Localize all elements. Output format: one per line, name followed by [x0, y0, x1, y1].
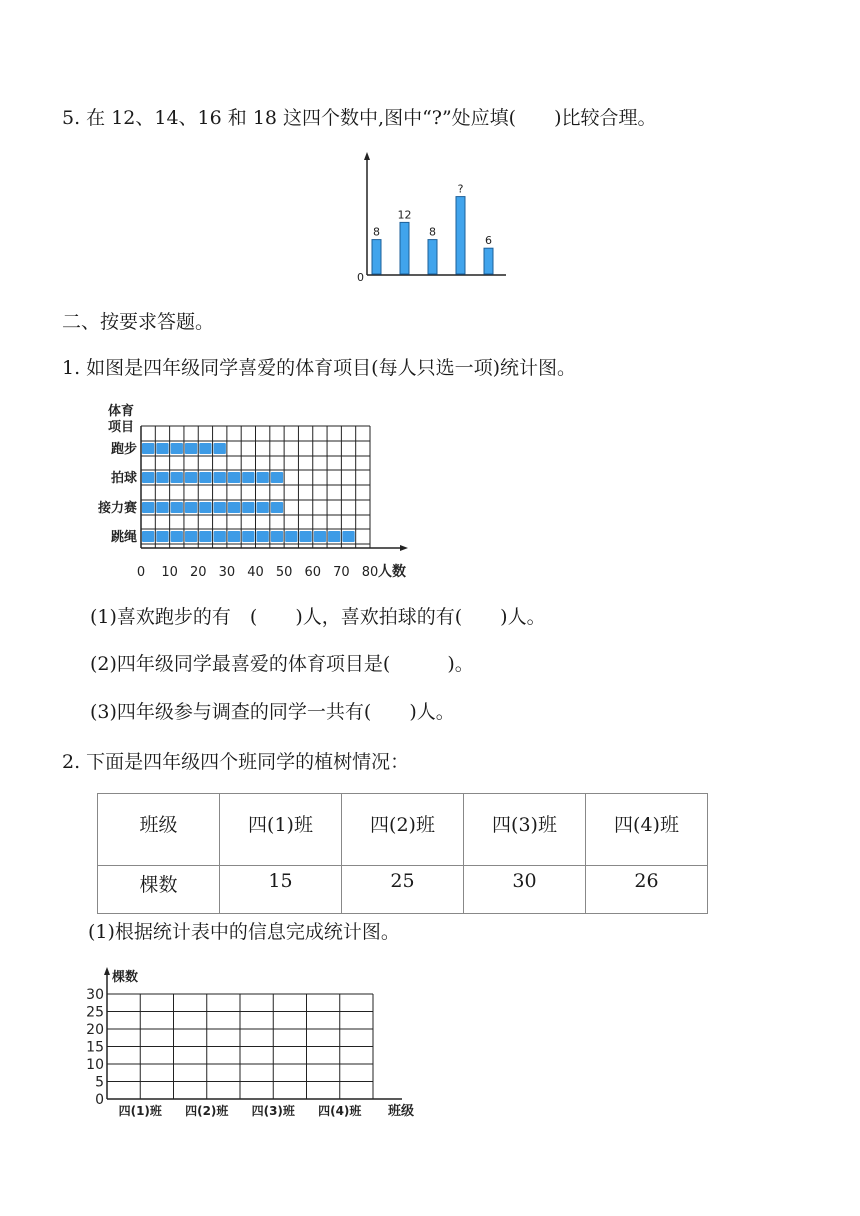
- q5-bar: [428, 240, 437, 274]
- sports-bar-cell: [156, 443, 168, 454]
- sports-category-label: 拍球: [110, 471, 137, 486]
- sports-bar-cell: [214, 443, 226, 454]
- q5-bar: [372, 240, 381, 274]
- q5-data-label: 6: [485, 234, 492, 248]
- sports-bar-cell: [257, 531, 269, 542]
- trees-y-tick-label: 5: [95, 1074, 104, 1091]
- sports-x-tick-label: 70: [333, 565, 350, 580]
- q5-data-label: 12: [397, 208, 412, 222]
- sports-bar-cell: [142, 472, 154, 483]
- q2-2-sub1: (1)根据统计表中的信息完成统计图。: [88, 921, 400, 943]
- sports-bar-cell: [171, 531, 183, 542]
- sports-bar-cell: [171, 502, 183, 513]
- q5-data-label: 8: [373, 225, 380, 239]
- table-row-header: [98, 794, 708, 866]
- q2-1-sub3: (3)四年级参与调查的同学一共有( )人。: [90, 701, 455, 723]
- trees-category-label: 四(1)班: [118, 1104, 162, 1118]
- sports-bar-chart: [80, 398, 420, 588]
- sports-bar-cell: [299, 531, 311, 542]
- q5-bar: [484, 248, 493, 274]
- q5-data-label: 8: [429, 225, 436, 239]
- trees-y-tick-label: 30: [86, 987, 104, 1003]
- sports-y-label-line1: 体育: [108, 404, 135, 419]
- sports-bar-cell: [185, 531, 197, 542]
- trees-blank-chart: [80, 963, 440, 1123]
- sports-category-label: 跑步: [110, 442, 137, 457]
- trees-y-tick-label: 20: [86, 1022, 104, 1038]
- trees-category-label: 四(4)班: [318, 1104, 362, 1118]
- sports-x-tick-label: 30: [218, 565, 236, 580]
- table-header-cell: 四(1)班: [220, 794, 342, 866]
- table-header-cell: 四(2)班: [342, 794, 464, 866]
- sports-x-label: 人数: [378, 564, 406, 580]
- sports-bar-cell: [185, 472, 197, 483]
- sports-bar-cell: [199, 472, 211, 483]
- trees-y-label: 棵数: [112, 970, 139, 985]
- sports-bar-cell: [156, 531, 168, 542]
- sports-bar-cell: [314, 531, 326, 542]
- sports-bar-cell: [142, 502, 154, 513]
- q5-bar: [456, 197, 465, 274]
- sports-category-label: 接力赛: [97, 501, 137, 516]
- sports-bar-cell: [257, 472, 269, 483]
- section-2-title: 二、按要求答题。: [62, 311, 215, 333]
- table-cell: 26: [586, 866, 708, 914]
- sports-category-label: 跳绳: [110, 530, 137, 545]
- sports-bar-cell: [328, 531, 340, 542]
- sports-bar-cell: [242, 472, 254, 483]
- sports-x-tick-label: 0: [136, 565, 146, 580]
- table-row-data: [98, 866, 708, 914]
- sports-bar-cell: [214, 531, 226, 542]
- sports-bar-cell: [228, 502, 240, 513]
- q5-y-arrow: [364, 152, 370, 160]
- trees-y-tick-label: 15: [86, 1039, 104, 1056]
- trees-y-tick-label: 25: [86, 1004, 104, 1021]
- sports-bar-cell: [199, 443, 211, 454]
- sports-bar-cell: [171, 443, 183, 454]
- trees-category-label: 四(3)班: [251, 1104, 295, 1118]
- sports-bar-cell: [271, 531, 283, 542]
- q2-1-sub1: (1)喜欢跑步的有 ( )人，喜欢拍球的有( )人。: [90, 606, 546, 628]
- sports-bar-cell: [285, 531, 297, 542]
- sports-bar-cell: [171, 472, 183, 483]
- q5-origin-label: 0: [357, 271, 364, 284]
- question-2-2: 2. 下面是四年级四个班同学的植树情况：: [62, 751, 410, 773]
- sports-x-tick-label: 10: [161, 565, 178, 580]
- sports-bar-cell: [214, 472, 226, 483]
- sports-bar-cell: [156, 472, 168, 483]
- trees-y-tick-label: 10: [86, 1057, 104, 1073]
- q5-data-label: ?: [457, 182, 464, 196]
- sports-y-label-line2: 项目: [108, 420, 135, 435]
- sports-bar-cell: [199, 531, 211, 542]
- trees-x-label: 班级: [388, 1104, 415, 1119]
- sports-x-tick-label: 20: [189, 565, 207, 580]
- q2-1-sub2: (2)四年级同学最喜爱的体育项目是( )。: [90, 653, 474, 675]
- sports-bar-cell: [156, 502, 168, 513]
- sports-bar-cell: [185, 443, 197, 454]
- table-cell: 25: [342, 866, 464, 914]
- table-header-cell: 班级: [98, 794, 220, 866]
- table-header-cell: 四(4)班: [586, 794, 708, 866]
- sports-x-arrow: [400, 545, 408, 551]
- question-5: 5. 在 12、14、16 和 18 这四个数中,图中“?”处应填( )比较合理。: [62, 107, 657, 129]
- question-2-1: 1. 如图是四年级同学喜爱的体育项目(每人只选一项)统计图。: [62, 357, 576, 379]
- sports-bar-cell: [142, 443, 154, 454]
- tree-table: [97, 793, 708, 914]
- sports-bar-cell: [242, 531, 254, 542]
- trees-category-label: 四(2)班: [185, 1104, 229, 1118]
- sports-bar-cell: [271, 472, 283, 483]
- q5-bar: [400, 222, 409, 274]
- sports-bar-cell: [142, 531, 154, 542]
- sports-x-tick-label: 40: [247, 565, 264, 580]
- sports-x-tick-label: 60: [304, 565, 322, 580]
- table-cell: 30: [464, 866, 586, 914]
- table-cell: 棵数: [98, 866, 220, 914]
- sports-bar-cell: [257, 502, 269, 513]
- sports-x-tick-label: 80: [361, 565, 379, 580]
- table-header-cell: 四(3)班: [464, 794, 586, 866]
- sports-x-tick-label: 50: [275, 565, 293, 580]
- sports-bar-cell: [185, 502, 197, 513]
- table-cell: 15: [220, 866, 342, 914]
- sports-bar-cell: [228, 531, 240, 542]
- sports-bar-cell: [242, 502, 254, 513]
- sports-bar-cell: [199, 502, 211, 513]
- q5-bar-chart: [340, 150, 520, 290]
- trees-y-arrow: [104, 967, 110, 975]
- sports-bar-cell: [228, 472, 240, 483]
- trees-y-tick-label: 0: [95, 1092, 104, 1108]
- sports-bar-cell: [271, 502, 283, 513]
- sports-bar-cell: [342, 531, 354, 542]
- sports-bar-cell: [214, 502, 226, 513]
